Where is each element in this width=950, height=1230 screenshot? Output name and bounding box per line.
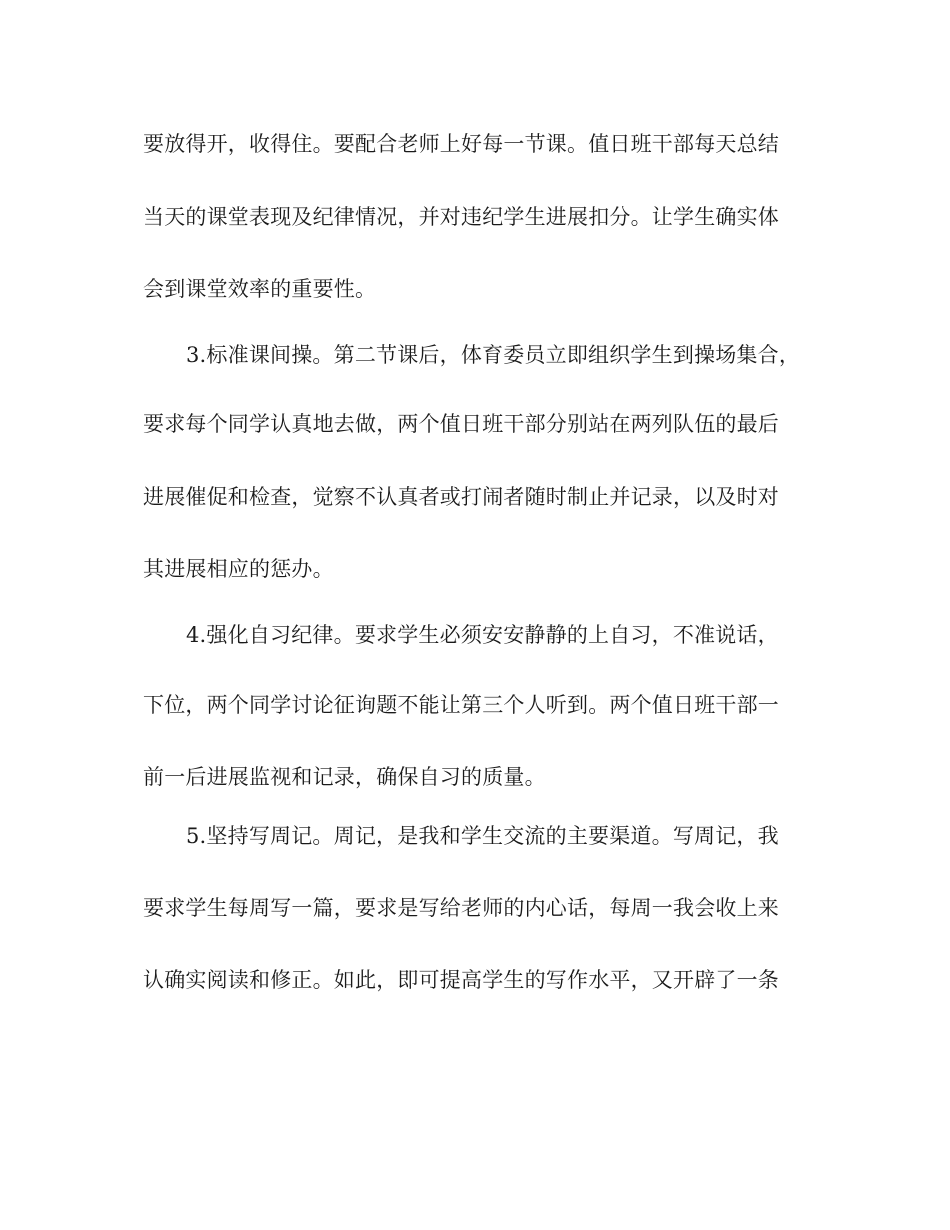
text-line: 要放得开，收得住。要配合老师上好每一节课。值日班干部每天总结 [143,132,779,156]
paragraph-4-first-line: 4.强化自习纪律。要求学生必须安安静静的上自习，不准说话， [186,623,779,647]
paragraph-5-first-line: 5.坚持写周记。周记，是我和学生交流的主要渠道。写周记，我 [186,824,779,848]
text-line: 其进展相应的惩办。 [143,557,334,581]
text-line: 认确实阅读和修正。如此，即可提高学生的写作水平，又开辟了一条 [143,968,779,992]
text-line: 会到课堂效率的重要性。 [143,277,377,301]
text-line: 当天的课堂表现及纪律情况，并对违纪学生进展扣分。让学生确实体 [143,205,779,229]
text-line: 进展催促和检查，觉察不认真者或打闹者随时制止并记录，以及时对 [143,485,779,509]
text-line: 下位，两个同学讨论征询题不能让第三个人听到。两个值日班干部一 [143,693,779,717]
text-line: 前一后进展监视和记录，确保自习的质量。 [143,765,546,789]
text-line: 要求每个同学认真地去做，两个值日班干部分别站在两列队伍的最后 [143,412,779,436]
text-line: 要求学生每周写一篇，要求是写给老师的内心话，每周一我会收上来 [143,896,779,920]
paragraph-3-first-line: 3.标准课间操。第二节课后，体育委员立即组织学生到操场集合， [186,343,801,367]
